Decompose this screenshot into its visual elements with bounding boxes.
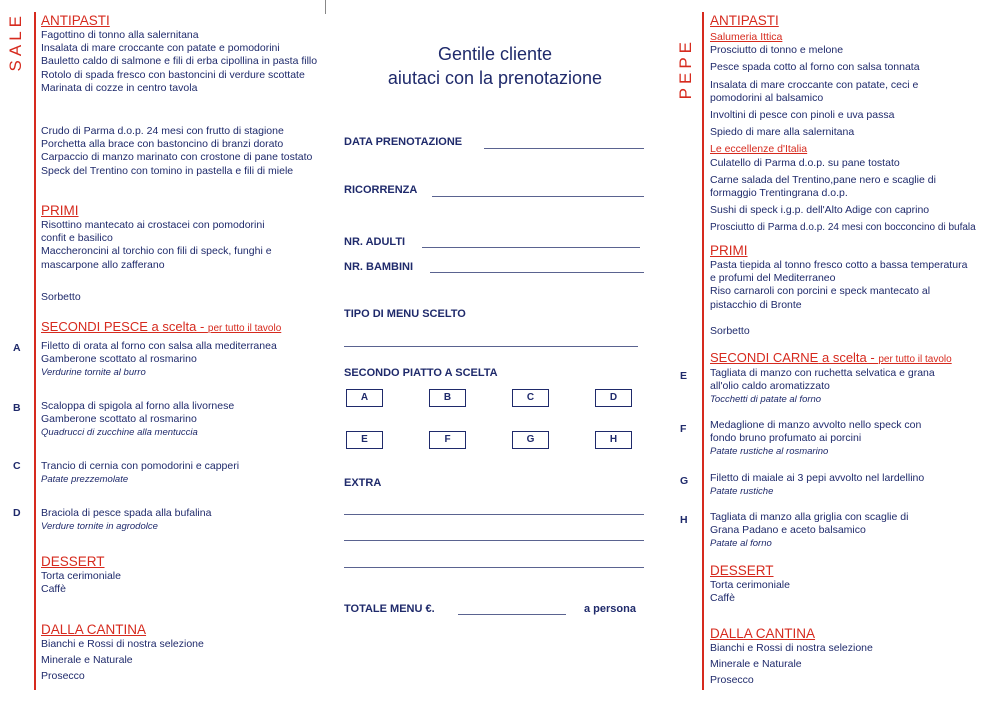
totale-menu-label: TOTALE MENU €. bbox=[344, 603, 435, 615]
right-primi bbox=[710, 243, 985, 312]
bambini-field[interactable] bbox=[430, 272, 644, 273]
side-dish: Quadrucci di zucchine alla mentuccia bbox=[41, 427, 198, 439]
option-b bbox=[41, 400, 321, 440]
right-dessert bbox=[710, 563, 985, 605]
menu-item: Caffè bbox=[710, 592, 735, 605]
menu-item: Crudo di Parma d.o.p. 24 mesi con frutto di stagione bbox=[41, 125, 284, 137]
menu-item: Torta cerimoniale bbox=[710, 579, 790, 591]
left-dessert bbox=[41, 554, 321, 596]
menu-item: fondo bruno profumato ai porcini bbox=[710, 432, 862, 445]
side-dish: Patate rustiche al rosmarino bbox=[710, 446, 829, 458]
menu-item: all'olio caldo aromatizzato bbox=[710, 380, 830, 393]
left-secondi-header bbox=[41, 320, 331, 335]
menu-item: Riso carnaroli con porcini e speck mantecato al bbox=[710, 285, 931, 298]
option-letter: E bbox=[680, 370, 688, 382]
menu-item: Medaglione di manzo avvolto nello speck con bbox=[710, 419, 922, 431]
menu-item: Trancio di cernia con pomodorini e capperi bbox=[41, 460, 240, 472]
menu-item: Torta cerimoniale bbox=[41, 570, 121, 582]
tipo-menu-label: TIPO DI MENU SCELTO bbox=[344, 308, 466, 320]
menu-item: Pasta tiepida al tonno fresco cotto a bassa temperatura bbox=[710, 259, 968, 271]
choice-box-g[interactable]: G bbox=[512, 431, 549, 449]
menu-item: pistacchio di Bronte bbox=[710, 298, 802, 311]
menu-item: Risottino mantecato ai crostacei con pomodorini bbox=[41, 219, 265, 231]
option-a bbox=[41, 340, 321, 380]
extra-line-1[interactable] bbox=[344, 514, 644, 515]
menu-item: Maccheroncini al torchio con fili di speck, funghi e bbox=[41, 245, 272, 258]
menu-item: pomodorini al balsamico bbox=[710, 91, 824, 104]
form-title-line2: aiutaci con la prenotazione bbox=[387, 68, 603, 88]
sub-section-title: Le eccellenze d'Italia bbox=[710, 143, 808, 156]
menu-item: Prosciutto di tonno e melone bbox=[710, 44, 844, 57]
choice-box-d[interactable]: D bbox=[595, 389, 632, 407]
left-antipasti bbox=[41, 13, 321, 95]
adulti-label: NR. ADULTI bbox=[344, 236, 406, 248]
section-title: SECONDI CARNE bbox=[710, 350, 819, 365]
menu-item: Insalata di mare croccante con patate e pomodorini bbox=[41, 42, 280, 55]
option-letter: F bbox=[680, 423, 687, 435]
fold-mark bbox=[325, 0, 326, 14]
side-dish: Tocchetti di patate al forno bbox=[710, 394, 822, 406]
choice-box-a[interactable]: A bbox=[346, 389, 383, 407]
menu-item: Minerale e Naturale bbox=[710, 658, 802, 671]
menu-item: Rotolo di spada fresco con bastoncini di verdure scottate bbox=[41, 68, 305, 81]
choice-text: a scelta - bbox=[147, 319, 208, 334]
menu-item: Filetto di orata al forno con salsa alla mediterranea bbox=[41, 340, 277, 352]
choice-box-b[interactable]: B bbox=[429, 389, 466, 407]
left-cantina bbox=[41, 622, 321, 684]
menu-item: Tagliata di manzo con ruchetta selvatica e grana bbox=[710, 367, 935, 379]
choice-text: a scelta - bbox=[818, 350, 879, 365]
menu-item: Bianchi e Rossi di nostra selezione bbox=[41, 638, 204, 650]
menu-item: e profumi del Mediterraneo bbox=[710, 272, 836, 285]
choice-box-h[interactable]: H bbox=[595, 431, 632, 449]
side-dish: Patate prezzemolate bbox=[41, 474, 129, 486]
section-title: PRIMI bbox=[41, 203, 79, 218]
menu-item: Culatello di Parma d.o.p. su pane tostato bbox=[710, 156, 900, 169]
data-prenotazione-label: DATA PRENOTAZIONE bbox=[344, 136, 463, 148]
ricorrenza-label: RICORRENZA bbox=[344, 184, 418, 196]
left-antipasti-2 bbox=[41, 125, 321, 178]
option-c bbox=[41, 460, 321, 486]
side-dish: Verdure tornite in agrodolce bbox=[41, 521, 158, 533]
data-prenotazione-field[interactable] bbox=[484, 148, 644, 149]
side-dish: Patate al forno bbox=[710, 538, 772, 550]
menu-item: Prosecco bbox=[41, 670, 85, 683]
menu-item: Gamberone scottato al rosmarino bbox=[41, 353, 197, 366]
choice-note: per tutto il tavolo bbox=[878, 354, 952, 365]
menu-item: Porchetta alla brace con bastoncino di branzi dorato bbox=[41, 138, 284, 151]
menu-item: Sushi di speck i.g.p. dell'Alto Adige con caprino bbox=[710, 204, 930, 217]
choice-note: per tutto il tavolo bbox=[207, 323, 282, 334]
right-cantina bbox=[710, 626, 985, 688]
choice-box-c[interactable]: C bbox=[512, 389, 549, 407]
secondo-piatto-label: SECONDO PIATTO A SCELTA bbox=[344, 367, 498, 379]
menu-item: Tagliata di manzo alla griglia con scaglie di bbox=[710, 511, 909, 523]
side-dish: Verdurine tornite al burro bbox=[41, 367, 146, 379]
section-title: DALLA CANTINA bbox=[41, 622, 147, 637]
extra-line-2[interactable] bbox=[344, 540, 644, 541]
ricorrenza-field[interactable] bbox=[432, 196, 644, 197]
choice-box-f[interactable]: F bbox=[429, 431, 466, 449]
option-letter: D bbox=[13, 507, 21, 519]
option-d bbox=[41, 507, 321, 533]
option-letter: B bbox=[13, 402, 21, 414]
menu-item: Grana Padano e aceto balsamico bbox=[710, 524, 866, 537]
menu-item: Prosciutto di Parma d.o.p. 24 mesi con bocconcino di bufala bbox=[710, 222, 976, 234]
menu-item: Gamberone scottato al rosmarino bbox=[41, 413, 197, 426]
sub-section-title: Salumeria Ittica bbox=[710, 31, 783, 43]
menu-item: Filetto di maiale ai 3 pepi avvolto nel lardellino bbox=[710, 472, 925, 484]
side-dish: Patate rustiche bbox=[710, 486, 774, 498]
adulti-field[interactable] bbox=[422, 247, 640, 248]
section-title: DESSERT bbox=[41, 554, 105, 569]
section-title: ANTIPASTI bbox=[41, 13, 110, 28]
menu-item: Insalata di mare croccante con patate, ceci e bbox=[710, 78, 919, 91]
menu-item: Bianchi e Rossi di nostra selezione bbox=[710, 642, 873, 654]
extra-label: EXTRA bbox=[344, 477, 382, 489]
choice-box-e[interactable]: E bbox=[346, 431, 383, 449]
section-title: ANTIPASTI bbox=[710, 13, 779, 28]
option-letter: A bbox=[13, 342, 21, 354]
menu-item: Prosecco bbox=[710, 674, 754, 687]
menu-item: Scaloppa di spigola al forno alla livornese bbox=[41, 400, 235, 412]
bambini-label: NR. BAMBINI bbox=[344, 261, 414, 273]
menu-item: Pesce spada cotto al forno con salsa tonnata bbox=[710, 61, 920, 74]
menu-item: Carne salada del Trentino,pane nero e scaglie di bbox=[710, 173, 936, 186]
side-word-sale: SALE bbox=[6, 12, 25, 72]
section-title: PRIMI bbox=[710, 243, 748, 258]
left-primi bbox=[41, 203, 321, 272]
form-title-line1: Gentile cliente bbox=[437, 44, 553, 64]
a-persona-label: a persona bbox=[584, 603, 636, 615]
section-title: DESSERT bbox=[710, 563, 774, 578]
option-f bbox=[710, 419, 985, 459]
totale-field[interactable] bbox=[458, 614, 566, 615]
menu-item: Marinata di cozze in centro tavola bbox=[41, 81, 198, 94]
menu-item: formaggio Trentingrana d.o.p. bbox=[710, 187, 848, 200]
right-secondi-header bbox=[710, 351, 990, 366]
menu-item: Bauletto caldo di salmone e fili di erba cipollina in pasta fillo bbox=[41, 55, 318, 68]
right-antipasti bbox=[710, 13, 985, 235]
right-sorbetto: Sorbetto bbox=[710, 325, 750, 337]
menu-item: Spiedo di mare alla salernitana bbox=[710, 126, 855, 139]
menu-item: confit e basilico bbox=[41, 232, 113, 245]
section-title: SECONDI PESCE bbox=[41, 319, 148, 334]
option-h bbox=[710, 511, 985, 551]
option-letter: C bbox=[13, 460, 21, 472]
extra-line-3[interactable] bbox=[344, 567, 644, 568]
option-letter: G bbox=[680, 475, 689, 487]
menu-item: Fagottino di tonno alla salernitana bbox=[41, 29, 199, 41]
menu-item: Carpaccio di manzo marinato con crostone di pane tostato bbox=[41, 151, 313, 164]
menu-item: Braciola di pesce spada alla bufalina bbox=[41, 507, 212, 519]
side-word-pepe: PEPE bbox=[676, 38, 695, 100]
left-sorbetto: Sorbetto bbox=[41, 291, 81, 303]
option-letter: H bbox=[680, 514, 688, 526]
menu-item: Caffè bbox=[41, 583, 66, 596]
menu-item: mascarpone allo zafferano bbox=[41, 258, 165, 271]
option-g bbox=[710, 472, 985, 498]
right-red-bar bbox=[702, 12, 704, 690]
left-red-bar bbox=[34, 12, 36, 690]
section-title: DALLA CANTINA bbox=[710, 626, 816, 641]
menu-item: Minerale e Naturale bbox=[41, 654, 133, 667]
menu-item: Involtini di pesce con pinoli e uva passa bbox=[710, 109, 895, 122]
tipo-menu-field[interactable] bbox=[344, 346, 638, 347]
option-e bbox=[710, 367, 985, 407]
menu-item: Speck del Trentino con tomino in pastella e fili di miele bbox=[41, 164, 294, 177]
